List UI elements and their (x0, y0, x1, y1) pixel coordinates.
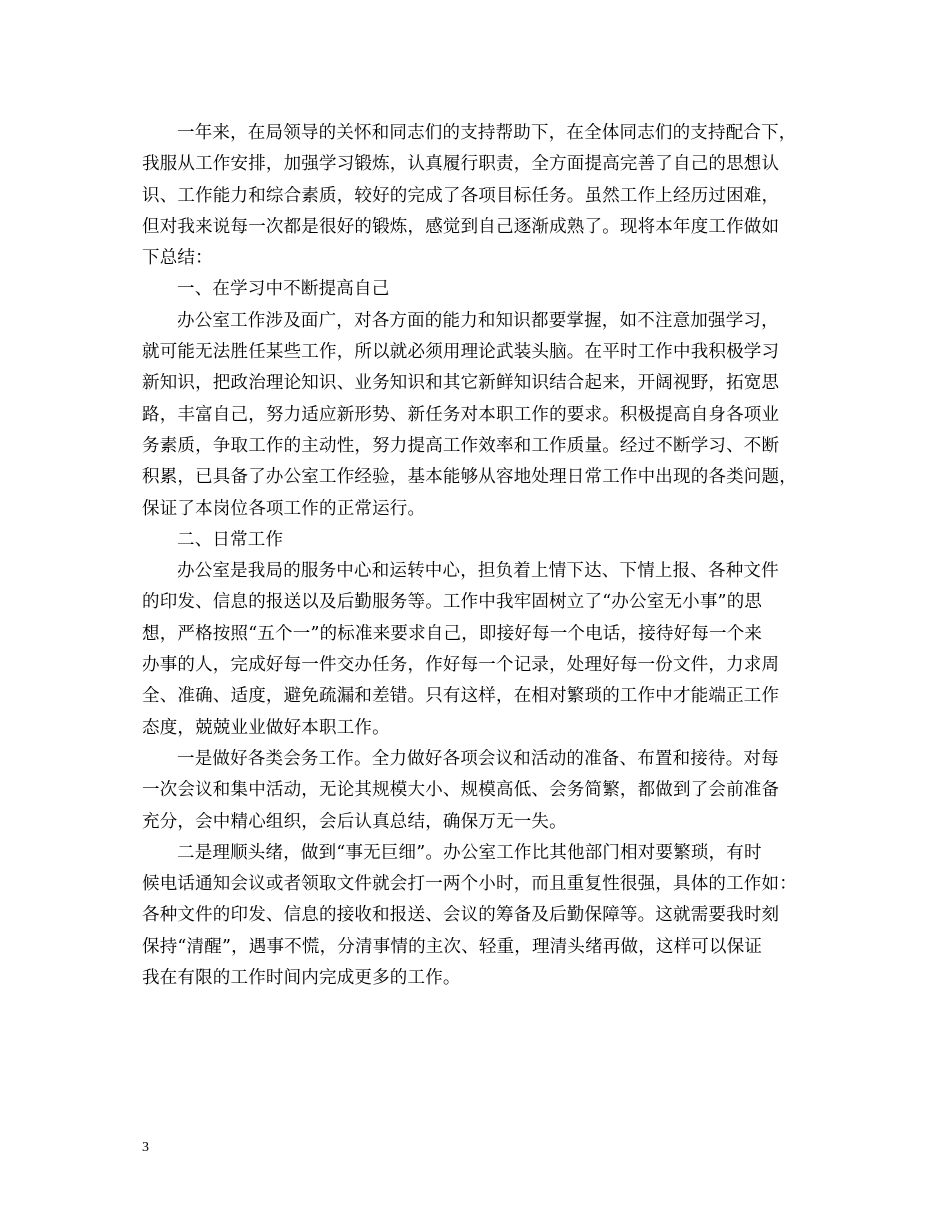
text-line: 积累，已具备了办公室工作经验，基本能够从容地处理日常工作中出现的各类问题， (142, 467, 797, 488)
text-line: 但对我来说每一次都是很好的锻炼，感觉到自己逐渐成熟了。现将本年度工作做如 (142, 216, 780, 237)
paragraph (142, 838, 832, 994)
text-line: 办公室工作涉及面广，对各方面的能力和知识都要掌握，如不注意加强学习， (177, 310, 779, 331)
text-line: 一次会议和集中活动，无论其规模大小、规模高低、会务简繁，都做到了会前准备 (142, 780, 780, 801)
text-line: 我在有限的工作时间内完成更多的工作。 (142, 968, 461, 989)
text-line: 路，丰富自己，努力适应新形势、新任务对本职工作的要求。积极提高自身各项业 (142, 404, 780, 425)
text-line: 二是理顺头绪，做到“事无巨细”。办公室工作比其他部门相对要繁琐，有时 (177, 842, 762, 863)
page-number: 3 (142, 1140, 149, 1155)
text-line: 一、在学习中不断提高自己 (177, 279, 390, 300)
text-line: 就可能无法胜任某些工作，所以就必须用理论武装头脑。在平时工作中我积极学习 (142, 342, 780, 363)
document-body (142, 118, 832, 994)
text-line: 态度，兢兢业业做好本职工作。 (142, 717, 390, 738)
text-line: 下总结： (142, 248, 213, 269)
paragraph (142, 118, 832, 274)
text-line: 新知识，把政治理论知识、业务知识和其它新鲜知识结合起来，开阔视野，拓宽思 (142, 373, 780, 394)
paragraph (142, 744, 832, 838)
text-line: 识、工作能力和综合素质，较好的完成了各项目标任务。虽然工作上经历过困难， (142, 185, 780, 206)
text-line: 充分，会中精心组织，会后认真总结，确保万无一失。 (142, 811, 567, 832)
text-line: 我服从工作安排，加强学习锻炼，认真履行职责，全方面提高完善了自己的思想认 (142, 154, 780, 175)
text-line: 一是做好各类会务工作。全力做好各项会议和活动的准备、布置和接待。对每 (177, 748, 779, 769)
text-line: 全、准确、适度，避免疏漏和差错。只有这样，在相对繁琐的工作中才能端正工作 (142, 686, 780, 707)
text-line: 办公室是我局的服务中心和运转中心，担负着上情下达、下情上报、各种文件 (177, 561, 779, 582)
text-line: 保持“清醒”，遇事不慌，分清事情的主次、轻重，理清头绪再做，这样可以保证 (142, 936, 763, 957)
paragraph (142, 306, 832, 525)
text-line: 务素质，争取工作的主动性，努力提高工作效率和工作质量。经过不断学习、不断 (142, 435, 780, 456)
paragraph (142, 274, 832, 305)
text-line: 办事的人，完成好每一件交办任务，作好每一个记录，处理好每一份文件，力求周 (142, 655, 780, 676)
text-line: 的印发、信息的报送以及后勤服务等。工作中我牢固树立了“办公室无小事”的思 (142, 592, 763, 613)
text-line: 一年来，在局领导的关怀和同志们的支持帮助下，在全体同志们的支持配合下， (177, 123, 797, 143)
text-line: 想，严格按照“五个一”的标准来要求自己，即接好每一个电话，接待好每一个来 (142, 623, 763, 644)
text-line: 保证了本岗位各项工作的正常运行。 (142, 498, 426, 519)
paragraph (142, 556, 832, 744)
text-line: 二、日常工作 (177, 529, 284, 550)
text-line: 各种文件的印发、信息的接收和报送、会议的筹备及后勤保障等。这就需要我时刻 (142, 905, 780, 926)
paragraph (142, 525, 832, 556)
text-line: 候电话通知会议或者领取文件就会打一两个小时，而且重复性很强，具体的工作如： (142, 874, 797, 895)
